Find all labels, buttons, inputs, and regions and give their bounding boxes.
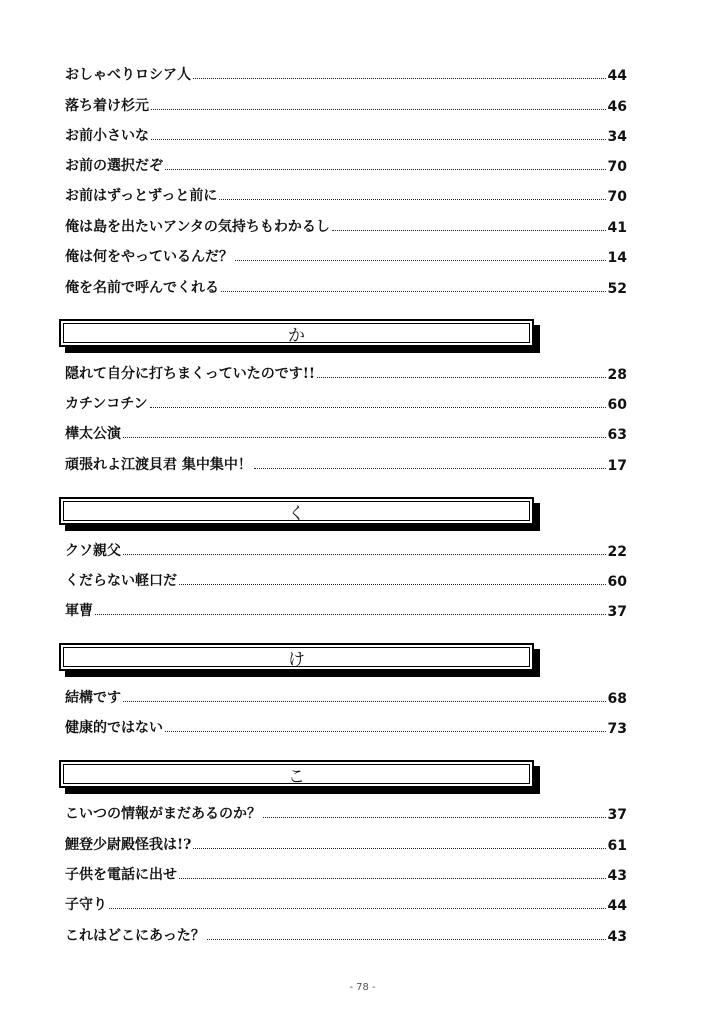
entry-title: 子守り <box>65 897 107 913</box>
entry-title: お前小さいな <box>65 128 149 144</box>
index-entry <box>65 91 627 115</box>
entry-page-number: 63 <box>607 427 627 443</box>
dot-leader <box>151 109 606 110</box>
index-entry <box>65 596 627 620</box>
heading-frame <box>59 760 534 788</box>
entry-page-number: 37 <box>607 807 627 823</box>
index-entry <box>65 359 627 383</box>
index-entry <box>65 273 627 297</box>
entry-title: 結構です <box>65 690 121 706</box>
section-label: く <box>288 503 305 524</box>
entry-title: 健康的ではない <box>65 720 163 736</box>
entry-title: お前の選択だぞ <box>65 158 163 174</box>
entry-page-number: 70 <box>607 159 627 175</box>
index-entry <box>65 713 627 737</box>
dot-leader <box>193 78 606 79</box>
section-heading-ke <box>59 643 534 671</box>
dot-leader <box>317 377 606 378</box>
entry-title: おしゃべりロシア人 <box>65 67 191 83</box>
index-entry <box>65 830 627 854</box>
entry-page-number: 68 <box>607 691 627 707</box>
dot-leader <box>123 701 606 702</box>
index-entry <box>65 419 627 443</box>
entry-title: 樺太公演 <box>65 426 121 442</box>
dot-leader <box>123 554 606 555</box>
dot-leader <box>165 731 606 732</box>
heading-frame <box>59 643 534 671</box>
entry-page-number: 46 <box>607 99 627 115</box>
page-number-footer: - 78 - <box>349 982 376 993</box>
index-entry <box>65 450 627 474</box>
entry-page-number: 22 <box>607 544 627 560</box>
index-entry <box>65 389 627 413</box>
index-entry <box>65 566 627 590</box>
entry-title: くだらない軽口だ <box>65 573 177 589</box>
dot-leader <box>263 817 606 818</box>
entry-title: 落ち着け杉元 <box>65 98 149 114</box>
section-heading-ka <box>59 319 534 347</box>
dot-leader <box>332 230 606 231</box>
entry-page-number: 44 <box>607 898 627 914</box>
dot-leader <box>123 437 606 438</box>
entry-page-number: 41 <box>607 220 627 236</box>
dot-leader <box>221 291 606 292</box>
entry-title: 頑張れよ江渡貝君 集中集中！ <box>65 457 252 473</box>
entry-page-number: 43 <box>607 929 627 945</box>
dot-leader <box>151 139 606 140</box>
entry-page-number: 52 <box>607 281 627 297</box>
section-heading-ku <box>59 497 534 525</box>
entry-page-number: 14 <box>607 250 627 266</box>
dot-leader <box>219 199 605 200</box>
entry-title: 俺を名前で呼んでくれる <box>65 280 219 296</box>
entry-title: クソ親父 <box>65 543 121 559</box>
entry-page-number: 43 <box>607 868 627 884</box>
index-entry <box>65 683 627 707</box>
entry-title: 鯉登少尉殿怪我は!? <box>65 837 192 853</box>
section-label: け <box>288 649 305 670</box>
index-entry <box>65 60 627 84</box>
dot-leader <box>179 584 606 585</box>
index-entry <box>65 212 627 236</box>
section-heading-ko <box>59 760 534 788</box>
index-entry <box>65 860 627 884</box>
dot-leader <box>179 878 606 879</box>
dot-leader <box>150 407 606 408</box>
index-entry <box>65 921 627 945</box>
entry-title: カチンコチン <box>65 396 148 412</box>
index-entry <box>65 890 627 914</box>
section-label: か <box>288 325 305 346</box>
heading-frame <box>59 497 534 525</box>
index-entry <box>65 799 627 823</box>
dot-leader <box>254 468 606 469</box>
entry-title: お前はずっとずっと前に <box>65 188 218 204</box>
entry-title: 隠れて自分に打ちまくっていたのです!! <box>65 366 316 382</box>
index-entry <box>65 121 627 145</box>
entry-page-number: 34 <box>607 129 627 145</box>
entry-page-number: 70 <box>607 189 627 205</box>
heading-frame <box>59 319 534 347</box>
dot-leader <box>95 614 606 615</box>
dot-leader <box>207 939 606 940</box>
entry-page-number: 61 <box>607 838 627 854</box>
entry-page-number: 37 <box>607 604 627 620</box>
entry-page-number: 73 <box>607 721 627 737</box>
entry-title: 俺は島を出たいアンタの気持ちもわかるし <box>65 219 330 235</box>
entry-title: 軍曹 <box>65 603 93 619</box>
index-entry <box>65 536 627 560</box>
dot-leader <box>193 848 605 849</box>
dot-leader <box>235 260 606 261</box>
entry-title: 俺は何をやっているんだ？ <box>65 249 233 265</box>
dot-leader <box>109 908 606 909</box>
section-label: こ <box>288 766 305 787</box>
entry-page-number: 60 <box>607 397 627 413</box>
entry-page-number: 28 <box>607 367 627 383</box>
entry-title: これはどこにあった？ <box>65 928 205 944</box>
entry-title: こいつの情報がまだあるのか？ <box>65 806 261 822</box>
dot-leader <box>165 169 606 170</box>
entry-title: 子供を電話に出せ <box>65 867 177 883</box>
entry-page-number: 60 <box>607 574 627 590</box>
index-entry <box>65 151 627 175</box>
entry-page-number: 17 <box>607 458 627 474</box>
entry-page-number: 44 <box>607 68 627 84</box>
index-entry <box>65 242 627 266</box>
index-entry <box>65 181 627 205</box>
